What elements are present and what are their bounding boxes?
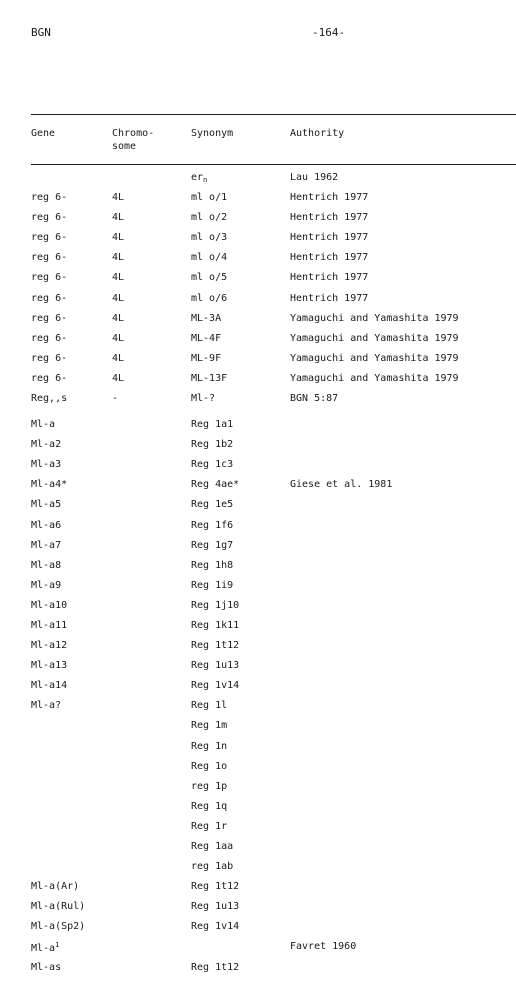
gene-table-body [0,172,516,982]
gene-cell: Ml-a13 [31,660,68,672]
table-row [0,252,516,272]
table-row [0,272,516,292]
synonym-cell: ml o/4 [191,252,228,264]
synonym-cell: Reg 4ae* [191,479,240,491]
gene-cell: Ml-a2 [31,439,62,451]
table-row [0,520,516,540]
column-header-synonym: Synonym [191,128,234,139]
table-row [0,212,516,232]
gene-cell: Reg,,s [31,393,68,405]
column-header-chromosome [112,127,154,153]
table-row [0,901,516,921]
gene-cell: Ml-a(Rul) [31,901,86,913]
chromosome-cell: - [112,393,119,405]
chromosome-cell: 4L [112,252,125,264]
synonym-cell: ML-9F [191,352,222,364]
synonym-cell: Reg 1v14 [191,921,240,933]
table-row [0,700,516,720]
synonym-cell: Reg 1n [191,740,228,752]
synonym-cell: Reg 1u13 [191,901,240,913]
synonym-cell: Reg 1r [191,820,228,832]
synonym-cell: Reg 1q [191,800,228,812]
synonym-cell: Reg 1h8 [191,559,234,571]
synonym-cell: ml o/2 [191,212,228,224]
table-row [0,560,516,580]
gene-cell: Ml-a14 [31,680,68,692]
gene-cell: reg 6- [31,352,68,364]
synonym-cell: reg 1ab [191,861,234,873]
gene-cell: Ml-a(Sp2) [31,921,86,933]
table-top-rule [31,114,516,115]
synonym-cell: Reg 1k11 [191,619,240,631]
gene-cell: Ml-a [31,419,56,431]
table-row [0,232,516,252]
synonym-cell: Ml-? [191,393,216,405]
synonym-cell: Reg 1t12 [191,881,240,893]
table-row [0,600,516,620]
table-row [0,821,516,841]
chromosome-cell: 4L [112,232,125,244]
authority-cell: Hentrich 1977 [290,232,369,244]
table-row [0,640,516,660]
gene-cell: reg 6- [31,252,68,264]
synonym-cell: ml o/3 [191,232,228,244]
synonym-cell: ML-13F [191,372,228,384]
table-row [0,192,516,212]
gene-cell: Ml-a3 [31,459,62,471]
synonym-cell: ml o/6 [191,292,228,304]
table-row [0,313,516,333]
gene-cell: $Ml-a^1$ [31,941,60,955]
authority-cell: Hentrich 1977 [290,292,369,304]
column-header-gene: Gene [31,128,56,139]
gene-cell: Ml-a4* [31,479,68,491]
synonym-cell: Reg 1t12 [191,640,240,652]
table-row [0,841,516,861]
table-row [0,801,516,821]
running-header: BGN [31,26,51,39]
table-row [0,479,516,499]
chromosome-cell: 4L [112,312,125,324]
chromosome-cell: 4L [112,332,125,344]
table-row [0,962,516,982]
synonym-cell: ml o/1 [191,192,228,204]
chromosome-cell: 4L [112,272,125,284]
gene-cell: Ml-a12 [31,640,68,652]
authority-cell: Favret 1960 [290,941,357,953]
authority-cell: Yamaguchi and Yamashita 1979 [290,372,459,384]
table-row [0,393,516,419]
table-row [0,741,516,761]
synonym-cell: Reg 1b2 [191,439,234,451]
synonym-cell: Reg 1o [191,760,228,772]
table-row [0,720,516,740]
synonym-cell: Reg 1i9 [191,579,234,591]
synonym-cell: Reg 1t12 [191,961,240,973]
authority-cell: Giese et al. 1981 [290,479,393,491]
gene-cell: reg 6- [31,192,68,204]
column-header-authority: Authority [290,128,345,139]
gene-cell: reg 6- [31,272,68,284]
gene-superscript: 1 [55,941,60,950]
synonym-cell: Reg 1u13 [191,660,240,672]
synonym-cell: Reg 1m [191,720,228,732]
page-number: -164- [312,26,346,39]
table-row [0,660,516,680]
table-row [0,499,516,519]
authority-cell: Hentrich 1977 [290,272,369,284]
table-row [0,333,516,353]
synonym-cell: ml o/5 [191,272,228,284]
table-row [0,620,516,640]
table-row [0,781,516,801]
synonym-cell: $er_n$ [191,172,208,184]
synonym-subscript: n [203,176,208,184]
table-row [0,172,516,192]
gene-cell: Ml-a8 [31,559,62,571]
chromosome-header-text: Chromo- some [112,128,155,152]
gene-cell: reg 6- [31,292,68,304]
table-row [0,540,516,560]
header-bottom-rule [31,164,516,165]
gene-cell: Ml-a6 [31,519,62,531]
gene-cell: reg 6- [31,212,68,224]
table-row [0,419,516,439]
gene-cell: Ml-a7 [31,539,62,551]
table-row [0,353,516,373]
synonym-cell: Reg 1l [191,700,228,712]
gene-cell: Ml-a10 [31,599,68,611]
authority-cell: Hentrich 1977 [290,212,369,224]
gene-cell: Ml-a9 [31,579,62,591]
gene-cell: Ml-a(Ar) [31,881,80,893]
gene-cell: reg 6- [31,372,68,384]
table-row [0,881,516,901]
synonym-cell: ML-4F [191,332,222,344]
table-row [0,373,516,393]
chromosome-cell: 4L [112,192,125,204]
chromosome-cell: 4L [112,352,125,364]
gene-cell: Ml-a? [31,700,62,712]
chromosome-cell: 4L [112,212,125,224]
synonym-cell: reg 1p [191,780,228,792]
gene-cell: reg 6- [31,232,68,244]
authority-cell: Lau 1962 [290,172,339,183]
synonym-cell: Reg 1j10 [191,599,240,611]
authority-cell: Yamaguchi and Yamashita 1979 [290,332,459,344]
gene-cell: reg 6- [31,312,68,324]
synonym-cell: Reg 1g7 [191,539,234,551]
gene-cell: Ml-a11 [31,619,68,631]
synonym-cell: Reg 1a1 [191,419,234,431]
table-row [0,580,516,600]
table-row [0,861,516,881]
gene-cell: reg 6- [31,332,68,344]
synonym-cell: ML-3A [191,312,222,324]
authority-cell: Hentrich 1977 [290,192,369,204]
synonym-cell: Reg 1c3 [191,459,234,471]
gene-cell: Ml-as [31,961,62,973]
gene-cell: Ml-a5 [31,499,62,511]
synonym-cell: Reg 1f6 [191,519,234,531]
table-row [0,439,516,459]
table-row [0,941,516,961]
authority-cell: Yamaguchi and Yamashita 1979 [290,352,459,364]
table-row [0,293,516,313]
authority-cell: BGN 5:87 [290,393,339,405]
table-row [0,761,516,781]
table-row [0,459,516,479]
authority-cell: Yamaguchi and Yamashita 1979 [290,312,459,324]
synonym-cell: Reg 1aa [191,841,234,852]
chromosome-cell: 4L [112,372,125,384]
synonym-cell: Reg 1e5 [191,499,234,511]
table-row [0,921,516,941]
authority-cell: Hentrich 1977 [290,252,369,264]
chromosome-cell: 4L [112,292,125,304]
table-row [0,680,516,700]
synonym-cell: Reg 1v14 [191,680,240,692]
